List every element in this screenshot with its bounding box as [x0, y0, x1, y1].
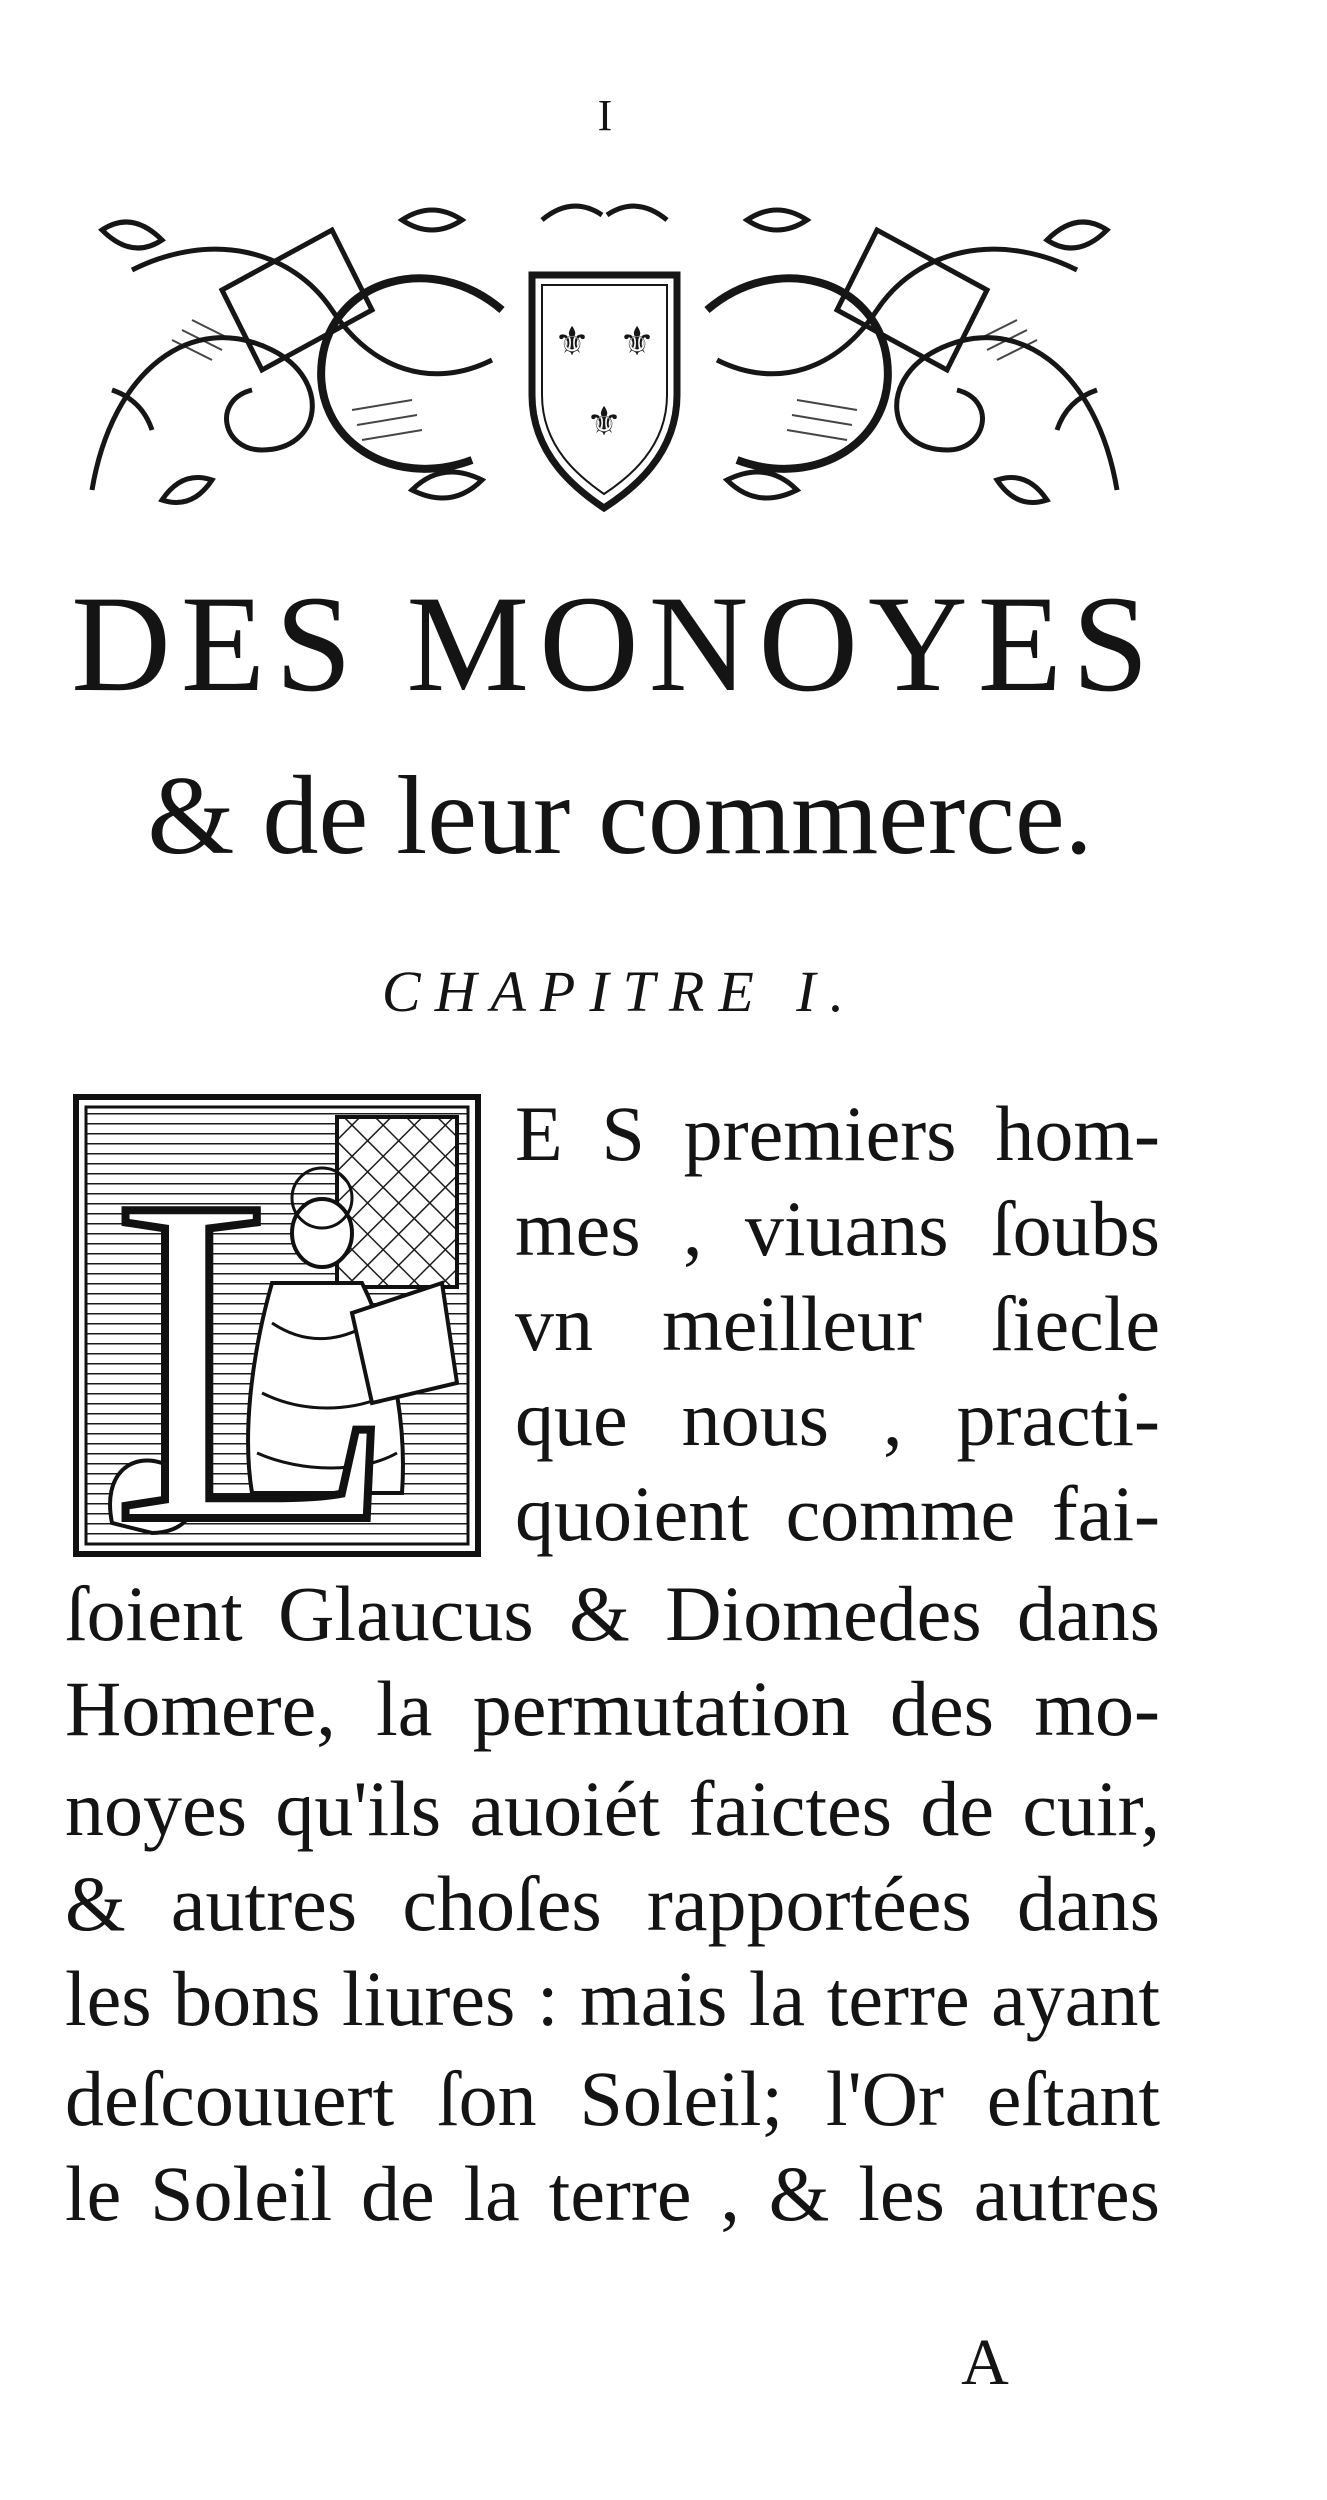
ornamental-headpiece	[72, 190, 1137, 530]
body-line: vn meilleur ſiecle	[515, 1280, 1160, 1367]
decorated-initial	[72, 1093, 482, 1558]
initial-letter: L	[112, 1099, 400, 1558]
body-line: que nous , practi-	[515, 1375, 1160, 1462]
fleur-de-lis-icon: ⚜	[586, 399, 622, 445]
body-line: ſoient Glaucus & Diomedes dans	[65, 1570, 1160, 1657]
body-line: noyes qu'ils auoiét faictes de cuir,	[65, 1765, 1160, 1852]
page-title: DES MONOYES	[71, 567, 1159, 720]
signature-mark: A	[961, 2326, 1009, 2399]
body-line: Homere, la permutation des mo-	[65, 1665, 1160, 1752]
chapter-heading: CHAPITRE I.	[381, 959, 859, 1024]
body-line: & autres choſes rapportées dans	[65, 1860, 1160, 1947]
body-line: les bons liures : mais la terre ayant	[65, 1955, 1160, 2042]
fleur-de-lis-icon: ⚜	[619, 319, 655, 365]
fleur-de-lis-icon: ⚜	[554, 319, 590, 365]
body-line: mes , viuans ſoubs	[515, 1185, 1160, 1272]
page-subtitle: & de leur commerce.	[147, 754, 1093, 878]
body-line: E S premiers hom-	[515, 1090, 1160, 1177]
page-number: I	[597, 91, 613, 140]
body-line: le Soleil de la terre , & les autres	[65, 2150, 1160, 2237]
body-line: deſcouuert ſon Soleil; l'Or eſtant	[65, 2055, 1160, 2142]
body-line: quoient comme fai-	[515, 1470, 1160, 1557]
